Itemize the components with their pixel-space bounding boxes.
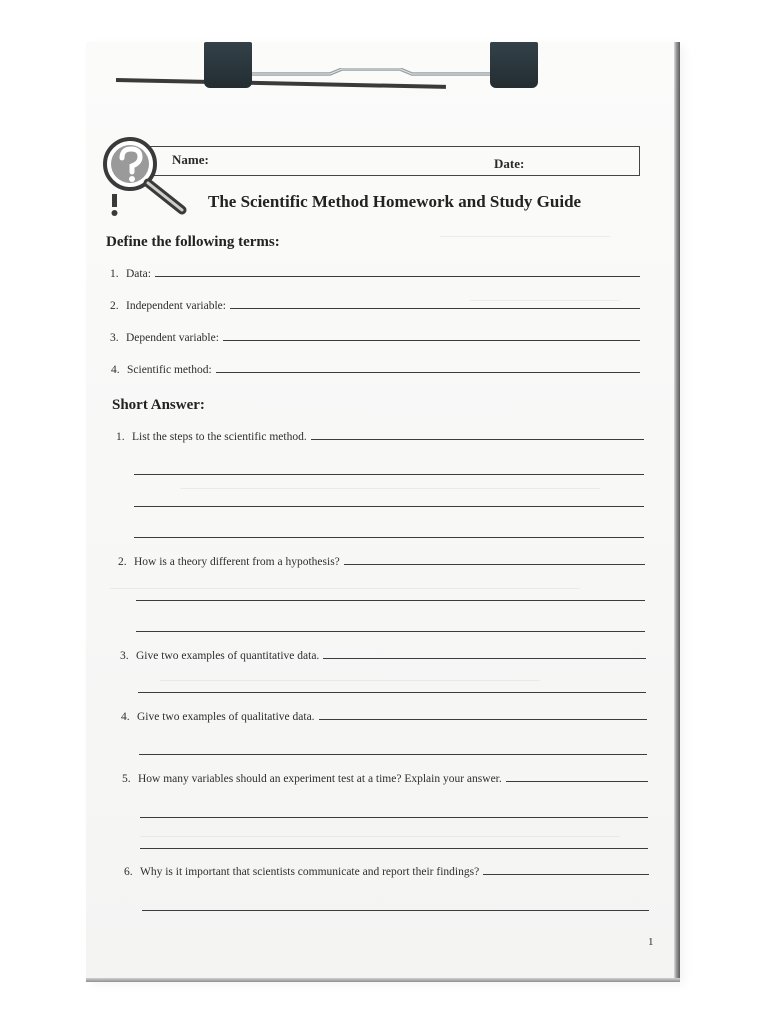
answer-line[interactable] — [483, 874, 649, 875]
question-5: 5. How many variables should an experiment test at a time? Explain your answer. — [122, 773, 648, 785]
clipboard-clip-icon — [250, 68, 492, 78]
short-answer-heading: Short Answer: — [112, 397, 205, 413]
answer-line[interactable] — [134, 474, 644, 475]
date-label: Date: — [494, 156, 525, 171]
question-6: 6. Why is it important that scientists communicate and report their findings? — [124, 866, 649, 878]
define-item-data: 1. Data: — [110, 268, 640, 280]
define-item-scientific-method: 4. Scientific method: — [111, 364, 640, 376]
paper-bottom-edge — [86, 978, 680, 982]
question-4: 4. Give two examples of qualitative data. — [121, 711, 647, 723]
answer-line[interactable] — [506, 781, 648, 782]
name-date-box — [150, 146, 640, 176]
show-through — [140, 836, 620, 837]
document-title: The Scientific Method Homework and Study Guide — [208, 192, 582, 211]
answer-line[interactable] — [140, 848, 648, 849]
answer-line[interactable] — [230, 308, 640, 309]
answer-line[interactable] — [140, 817, 648, 818]
show-through — [110, 588, 580, 589]
answer-line[interactable] — [311, 439, 644, 440]
answer-line[interactable] — [223, 340, 640, 341]
answer-line[interactable] — [155, 276, 640, 277]
question-3: 3. Give two examples of quantitative data. — [120, 650, 646, 662]
question-1: 1. List the steps to the scientific method. — [116, 431, 644, 443]
show-through — [440, 236, 610, 237]
answer-line[interactable] — [136, 600, 645, 601]
paper-edge-shadow — [674, 42, 680, 982]
answer-line[interactable] — [134, 537, 644, 538]
clip-post-left — [204, 42, 252, 88]
answer-line[interactable] — [323, 658, 646, 659]
define-heading: Define the following terms: — [106, 234, 280, 250]
answer-line[interactable] — [142, 910, 649, 911]
answer-line[interactable] — [138, 692, 646, 693]
answer-line[interactable] — [319, 719, 647, 720]
define-item-independent-variable: 2. Independent variable: — [110, 300, 640, 312]
clip-post-right — [490, 42, 538, 88]
name-label: Name: — [172, 152, 209, 167]
question-2: 2. How is a theory different from a hypothesis? — [118, 556, 645, 568]
answer-line[interactable] — [139, 754, 647, 755]
page-number: 1 — [648, 936, 654, 948]
answer-line[interactable] — [136, 631, 645, 632]
define-item-dependent-variable: 3. Dependent variable: — [110, 332, 640, 344]
answer-line[interactable] — [344, 564, 645, 565]
show-through — [180, 488, 600, 489]
magnifier-question-icon — [100, 136, 196, 218]
answer-line[interactable] — [216, 372, 640, 373]
show-through — [160, 680, 540, 681]
answer-line[interactable] — [134, 506, 644, 507]
